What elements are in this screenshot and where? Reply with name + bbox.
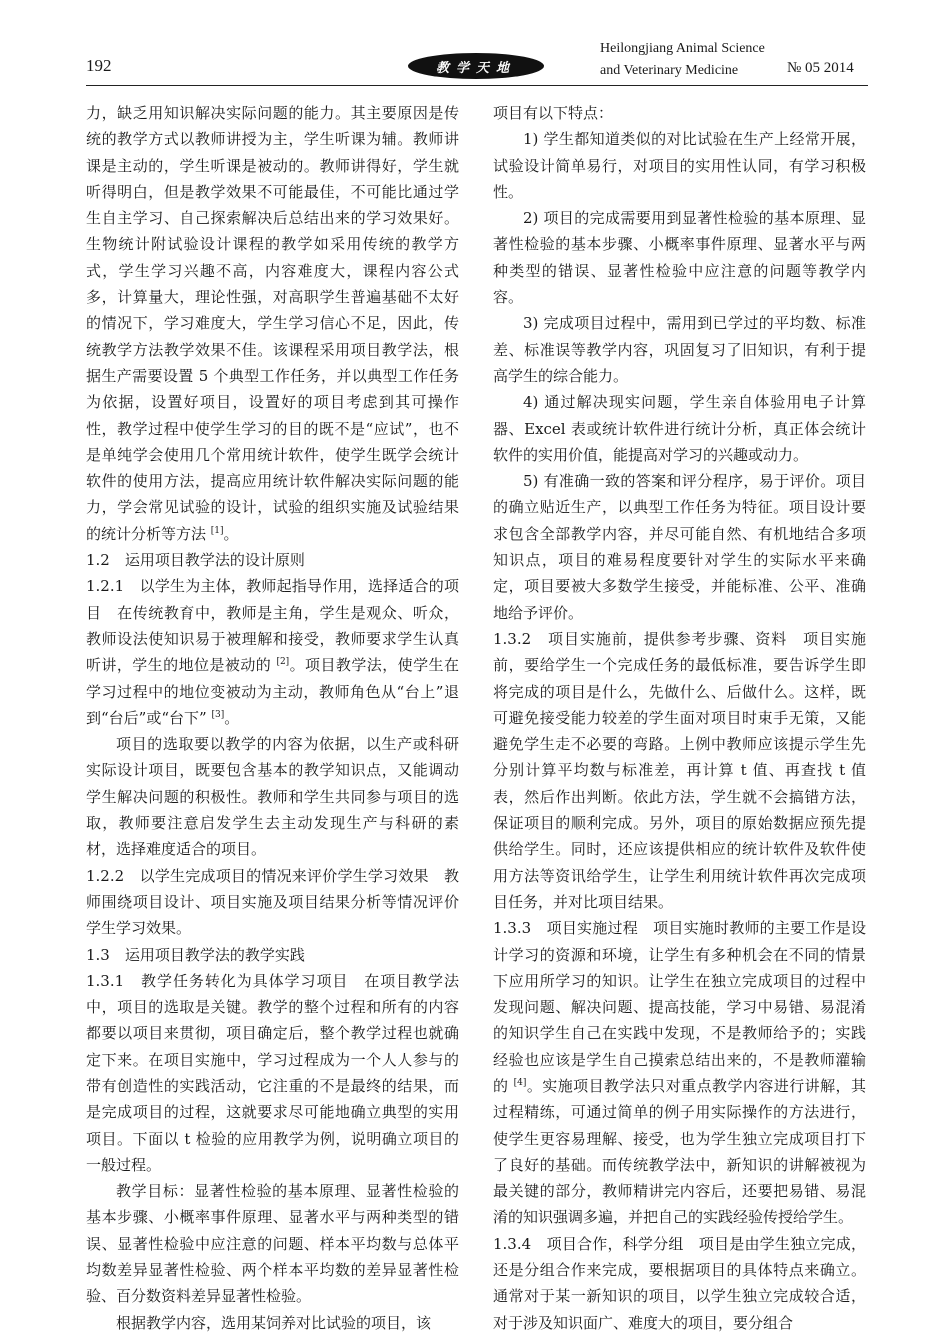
paragraph: 项目有以下特点：	[493, 104, 614, 122]
right-column	[493, 100, 866, 1336]
section-heading: 1.3 运用项目教学法的教学实践	[86, 945, 305, 964]
citation: [4]	[513, 1077, 527, 1088]
citation: [2]	[276, 657, 290, 668]
feature-item: 4) 通过解决现实问题，学生亲自体验用电子计算器、Excel 表或统计软件进行统计分析，真正体会统计软件的实用价值，能提高对学习的兴趣或动力。	[493, 393, 866, 464]
issue-label: № 05 2014	[787, 60, 854, 76]
citation: [1]	[210, 525, 224, 536]
left-column	[86, 100, 459, 1336]
paragraph: 根据教学内容，选用某饲养对比试验的项目，该	[116, 1313, 432, 1332]
journal-name	[600, 38, 765, 82]
subsection-paragraph: 1.3.2 项目实施前，提供参考步骤、资料 项目实施前，要给学生一个完成任务的最低标准，要告诉学生即将完成的项目是什么，先做什么、后做什么。这样，既可避免接受能力较差的学生面对项目时束手无策，又能避免学生走不必要的弯路。上例中教师应该提示学生先分别计算平均数与标准差，再计算 t 值、再查找 t 值表，然后作出判断。依此方法，学生就不会搞错方法，保证项目的顺利完成。另外，项目的原始数据应预先提供给学生。同时，还应该提供相应的统计软件及软件使用方法等资讯给学生，让学生利用统计软件再次完成项目任务，并对比项目结果。	[493, 629, 866, 911]
feature-item: 3) 完成项目过程中，需用到已学过的平均数、标准差、标准误等教学内容，巩固复习了旧知识，有利于提高学生的综合能力。	[493, 314, 866, 385]
subsection-paragraph: 1.3.3 项目实施过程 项目实施时教师的主要工作是设计学习的资源和环境，让学生有多种机会在不同的情景下应用所学习的知识。让学生在独立完成项目的过程中发现问题、解决问题、提高技能，学习中易错、易混淆的知识学生自己在实践中发现，不是教师给予的；实践经验也应该是学生自己摸索总结出来的，不是教师灌输的 [4]。实施项目教学法只对重点教学内容进行讲解，其过程精练，可通过简单的例子用实际操作的方法进行，使学生更容易理解、接受，也为学生独立完成项目打下了良好的基础。而传统教学法中，新知识的讲解被视为最关键的部分，教师精讲完内容后，还要把易错、易混淆的知识强调多遍，并把自己的实践经验传授给学生。	[493, 919, 866, 1227]
journal-name-line2: and Veterinary Medicine	[600, 63, 739, 78]
subsection-paragraph: 1.2.1 以学生为主体，教师起指导作用，选择适合的项目 在传统教育中，教师是主角，学生是观众、听众，教师设法使知识易于被理解和接受，教师要求学生认真听讲，学生的地位是被动的 [2]。项目教学法，使学生在学习过程中的地位变被动为主动，教师角色从“台上”退到“台后”或“台下” [3]。	[86, 577, 459, 727]
page-number: 192	[86, 56, 112, 75]
paragraph: 力，缺乏用知识解决实际问题的能力。其主要原因是传统的教学方式以教师讲授为主，学生听课为辅。教师讲课是主动的，学生听课是被动的。教师讲得好，学生就听得明白，但是教学效果不可能最佳，不可能比通过学生自主学习、自己探索解决后总结出来的学习效果好。生物统计附试验设计课程的教学如采用传统的教学方式，学生学习兴趣不高，内容难度大，课程内容公式多，计算量大，理论性强，对高职学生普遍基础不太好的情况下，学习难度大，学生学习信心不足，因此，传统教学方法教学效果不佳。该课程采用项目教学法，根据生产需要设置 5 个典型工作任务，并以典型工作任务为依据，设置好项目，设置好的项目考虑到其可操作性，教学过程中使学生学习的目的既不是“应试”，也不是单纯学会使用几个常用统计软件，使学生既学会统计软件的使用方法，提高应用统计软件解决实际问题的能力，学会常见试验的设计，试验的组织实施及试验结果的统计分析等方法 [1]。	[86, 104, 459, 543]
feature-item: 2) 项目的完成需要用到显著性检验的基本原理、显著性检验的基本步骤、小概率事件原理、显著水平与两种类型的错误、显著性检验中应注意的问题等教学内容。	[493, 209, 866, 307]
page-header	[0, 0, 950, 90]
feature-item: 1) 学生都知道类似的对比试验在生产上经常开展，试验设计简单易行，对项目的实用性认同，有学习积极性。	[493, 130, 866, 201]
journal-name-line1: Heilongjiang Animal Science	[600, 41, 765, 56]
subsection-paragraph: 1.2.2 以学生完成项目的情况来评价学生学习效果 教师围绕项目设计、项目实施及项目结果分析等情况评价学生学习效果。	[86, 866, 459, 938]
paragraph: 教学目标：显著性检验的基本原理、显著性检验的基本步骤、小概率事件原理、显著水平与两种类型的错误、显著性检验中应注意的问题、样本平均数与总体平均数差异显著性检验、两个样本平均数的差异显著性检验、百分数资料差异显著性检验。	[86, 1182, 459, 1306]
section-banner: 教学天地	[408, 53, 544, 79]
section-heading: 1.2 运用项目教学法的设计原则	[86, 551, 305, 570]
header-rule	[86, 85, 868, 86]
paragraph: 项目的选取要以教学的内容为依据，以生产或科研实际设计项目，既要包含基本的教学知识点，又能调动学生解决问题的积极性。教师和学生共同参与项目的选取，教师要注意启发学生去主动发现生产与科研的素材，选择难度适合的项目。	[86, 735, 459, 859]
subsection-paragraph: 1.3.1 教学任务转化为具体学习项目 在项目教学法中，项目的选取是关键。教学的整个过程和所有的内容都要以项目来贯彻，项目确定后，整个教学过程也就确定下来。在项目实施中，学习过程成为一个人人参与的带有创造性的实践活动，它注重的不是最终的结果，而是完成项目的过程，这就要求尽可能地确立典型的实用项目。下面以 t 检验的应用教学为例，说明确立项目的一般过程。	[86, 971, 459, 1174]
subsection-paragraph: 1.3.4 项目合作，科学分组 项目是由学生独立完成，还是分组合作来完成，要根据项目的具体特点来确立。通常对于某一新知识的项目，以学生独立完成较合适，对于涉及知识面广、难度大的项目，要分组合	[493, 1234, 866, 1332]
citation: [3]	[211, 709, 225, 720]
feature-item: 5) 有准确一致的答案和评分程序，易于评价。项目的确立贴近生产，以典型工作任务为特征。项目设计要求包含全部教学内容，并尽可能自然、有机地结合多项知识点，项目的难易程度要针对学生的实际水平来确定，项目要被大多数学生接受，并能标准、公平、准确地给予评价。	[493, 472, 866, 622]
